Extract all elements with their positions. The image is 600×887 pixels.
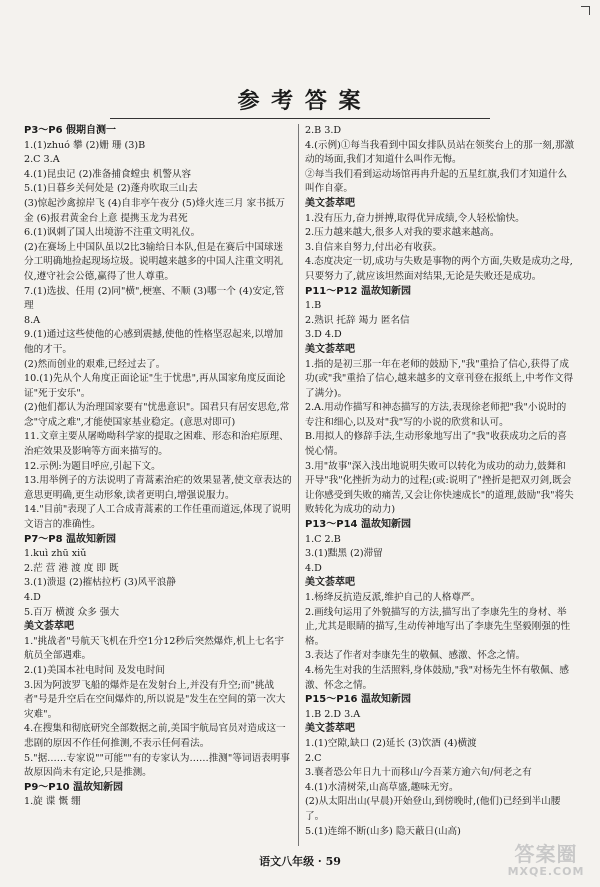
answer-line: 4.(1)昆虫记 (2)准备捕食螳虫 机警从容 bbox=[24, 168, 192, 180]
answer-line: 2.茫 营 港 渡 度 即 既 bbox=[24, 562, 119, 574]
answer-line: 5."据……专家说""可能""有的专家认为……推测"等词语表明事故原因尚未有定论,只是推测。 bbox=[24, 752, 290, 779]
answer-line: 1.C 2.B bbox=[305, 533, 341, 545]
answer-line: 4.(1)水清树荣,山高草盛,趣味无穷。 bbox=[305, 781, 459, 793]
answer-line: 1.没有压力,奋力拼搏,取得优异成绩,令人轻松愉快。 bbox=[305, 212, 525, 224]
section-heading: 美文荟萃吧 bbox=[24, 621, 74, 633]
answer-line: ②每当我们看到运动场馆再冉升起的五星红旗,我们才知道什么叫作自豪。 bbox=[305, 168, 568, 195]
section-heading: P9～P10 温故知新园 bbox=[24, 781, 124, 793]
answer-line: 1.B bbox=[305, 300, 322, 312]
answer-line: 1.杨绛反抗造反派,维护自己的人格尊严。 bbox=[305, 592, 481, 603]
answer-line: 8.A bbox=[24, 314, 41, 326]
section-heading: 美文荟萃吧 bbox=[305, 577, 355, 589]
answer-line: 14."目前"表现了人工合成青蒿素的工作任重而道远,体现了说明文语言的准确性。 bbox=[24, 504, 291, 531]
page-footer: 语文八年级 · 59 bbox=[259, 855, 341, 868]
answer-line: 1.kuì zhū xiǔ bbox=[24, 548, 87, 560]
answer-line: 4.在搜集和彻底研究全部数据之前,美国宇航局官员对造成这一悲剧的原因不作任何推测,不表示任何看法。 bbox=[24, 723, 286, 749]
answer-line: 4.D bbox=[24, 592, 41, 603]
answer-line: 4.D bbox=[305, 562, 322, 574]
answer-line: 6.(1)讽刺了国人出境游不注重文明礼仪。 bbox=[24, 227, 201, 239]
left-answer-column bbox=[24, 124, 292, 846]
answer-line: 9.(1)通过这些使他的心感到震撼,使他的性格坚忍起来,以增加他的才干。 bbox=[24, 329, 284, 355]
answer-line: 3.(1)溃退 (2)摧枯拉朽 (3)风平浪静 bbox=[24, 577, 176, 589]
right-answer-column bbox=[305, 124, 575, 846]
section-heading: 美文荟萃吧 bbox=[305, 723, 355, 735]
answer-line: 5.(1)日暮乡关何处是 (2)蓬舟吹取三山去 bbox=[24, 183, 198, 195]
answer-line: (2)在赛场上中国队虽以2比3输给日本队,但是在赛后中国球迷分工明确地捡起现场垃圾。说明越来越多的中国人注重文明礼仪,遵守社会公德,赢得了世人尊重。 bbox=[24, 241, 284, 282]
answer-line: 13.用举例子的方法说明了青蒿素治疟的效果显著,使文章表达的意思更明确,更生动形象,读者更明白,增强说服力。 bbox=[24, 475, 292, 501]
answer-line: 4.(示例)①每当我看到中国女排队员站在领奖台上的那一刻,那激动的场面,我们才知道什么叫作无悔。 bbox=[305, 139, 575, 166]
answer-line: (2)然而创业的艰难,已经过去了。 bbox=[24, 358, 166, 370]
section-heading: 美文荟萃吧 bbox=[305, 343, 355, 355]
answer-line: 11.文章主要从屠呦呦科学家的提取之困难、形态和治疟原理、治疟效果及影响等方面来描写的。 bbox=[24, 431, 289, 458]
watermark-text-cn: 答案圈 bbox=[514, 841, 578, 866]
answer-line: 5.百万 横渡 众多 强大 bbox=[24, 606, 120, 618]
answer-line: 1.旋 谍 慨 绷 bbox=[24, 796, 81, 808]
answer-line: 2.A.用动作描写和神态描写的方法,表现徐老师把"我"小说时的专注和细心,以及对"我"写的小说的欣赏和认可。 bbox=[305, 402, 567, 428]
answer-line: 1.B 2.D 3.A bbox=[305, 708, 361, 720]
answer-line: 10.(1)先从个人角度正面论证"生于忧患",再从国家角度反面论证"死于安乐"。 bbox=[24, 373, 286, 399]
corner-crop-mark bbox=[581, 6, 590, 15]
answer-line: 2.C 3.A bbox=[24, 154, 60, 166]
answer-line: 1.指的是初三那一年在老师的鼓励下,"我"重拾了信心,获得了成功(或"我"重拾了信心,越来越多的文章刊登在报纸上,中考作文得了满分)。 bbox=[305, 358, 574, 399]
answer-line: 1."挑战者"号航天飞机在升空1分12秒后突然爆炸,机上七名宇航员全部遇难。 bbox=[24, 635, 284, 662]
answer-line: 2.B 3.D bbox=[305, 125, 342, 136]
section-heading: 美文荟萃吧 bbox=[305, 197, 355, 209]
answer-line: 2.(1)美国本社电时间 及发电时间 bbox=[24, 664, 165, 676]
section-heading: P15～P16 温故知新园 bbox=[305, 694, 411, 706]
answer-line: 3.自信来自努力,付出必有收获。 bbox=[305, 241, 442, 253]
answer-line: 2.C bbox=[305, 752, 322, 764]
answer-line: 3.表达了作者对李康先生的敬佩、感激、怀念之情。 bbox=[305, 650, 526, 662]
title-rule bbox=[110, 118, 490, 119]
answer-line: 7.(1)选拔、任用 (2)同"横",梗塞、不顺 (3)哪一个 (4)安定,管理 bbox=[24, 285, 285, 312]
answer-line: 1.(1)空隙,缺口 (2)延长 (3)饮酒 (4)横渡 bbox=[305, 737, 477, 749]
answer-line: 5.(1)连绵不断(山多) 隐天蔽日(山高) bbox=[305, 825, 461, 837]
section-heading: P3～P6 假期自测一 bbox=[24, 125, 117, 136]
answer-line: 2.压力越来越大,很多人对我的要求越来越高。 bbox=[305, 227, 500, 239]
watermark-text-en: MXQE.COM bbox=[507, 864, 585, 878]
answer-line: 12.示例:为题目呼应,引起下文。 bbox=[24, 460, 161, 472]
answer-line: 4.态度决定一切,成功与失败是事物的两个方面,失败是成功之母,只要努力了,就应该坦然面对结果,无论是失败还是成功。 bbox=[305, 256, 573, 282]
answer-line: 3.襄者恐公年日九十而移山/今吾莱方逾六旬/何老之有 bbox=[305, 767, 532, 779]
watermark-logo bbox=[500, 839, 592, 881]
answer-line: (2)他们都认为治理国家要有"忧患意识"。国君只有居安思危,常念"守成之难",才能使国家基业稳定。(意思对即可) bbox=[24, 402, 290, 428]
answer-line: 3.(1)黜黑 (2)滞留 bbox=[305, 548, 383, 560]
section-heading: P13～P14 温故知新园 bbox=[305, 519, 411, 531]
answer-line: B.用拟人的修辞手法,生动形象地写出了"我"收获成功之后的喜悦心情。 bbox=[305, 431, 567, 458]
answer-line: 2.熟识 托辞 竭力 匿名信 bbox=[305, 314, 410, 326]
section-heading: P11～P12 温故知新园 bbox=[305, 285, 411, 297]
answer-line: 2.画线句运用了外貌描写的方法,描写出了李康先生的身材、举止,尤其是眼睛的描写,生动传神地写出了李康先生坚毅刚强的性格。 bbox=[305, 606, 571, 647]
answer-line: (3)惊起沙禽掠岸飞 (4)自非亭午夜分 (5)烽火连三月 家书抵万金 (6)报君黄金台上意 提携玉龙为君死 bbox=[24, 197, 285, 224]
page-title: 参 考 答 案 bbox=[237, 88, 363, 114]
answer-line: 4.杨先生对我的生活照料,身体鼓励,"我"对杨先生怀有敬佩、感激、怀念之情。 bbox=[305, 664, 569, 691]
answer-line: 3.用"故事"深入浅出地说明失败可以转化为成功的动力,鼓舞和开导"我"化挫折为动力的过程;(或:说明了"挫折是把双刃剑,既会让你感受到失败的痛苦,又会让你快速成长"的道理,鼓励"我"将失败转化为成功的动力) bbox=[305, 460, 574, 516]
column-divider bbox=[298, 124, 299, 846]
answer-line: 3.因为阿波罗飞船的爆炸是在发射台上,并没有升空;而"挑战者"号是升空后在空间爆炸的,所以说是"发生在空间的第一次大灾难"。 bbox=[24, 679, 286, 720]
answer-line: 3.D 4.D bbox=[305, 329, 342, 341]
section-heading: P7～P8 温故知新园 bbox=[24, 533, 117, 545]
answer-line: 1.(1)zhuó 攀 (2)姗 珊 (3)B bbox=[24, 139, 146, 151]
answer-line: (2)从太阳出山(早晨)开始登山,到傍晚时,(他们)已经到半山腰了。 bbox=[305, 796, 561, 822]
